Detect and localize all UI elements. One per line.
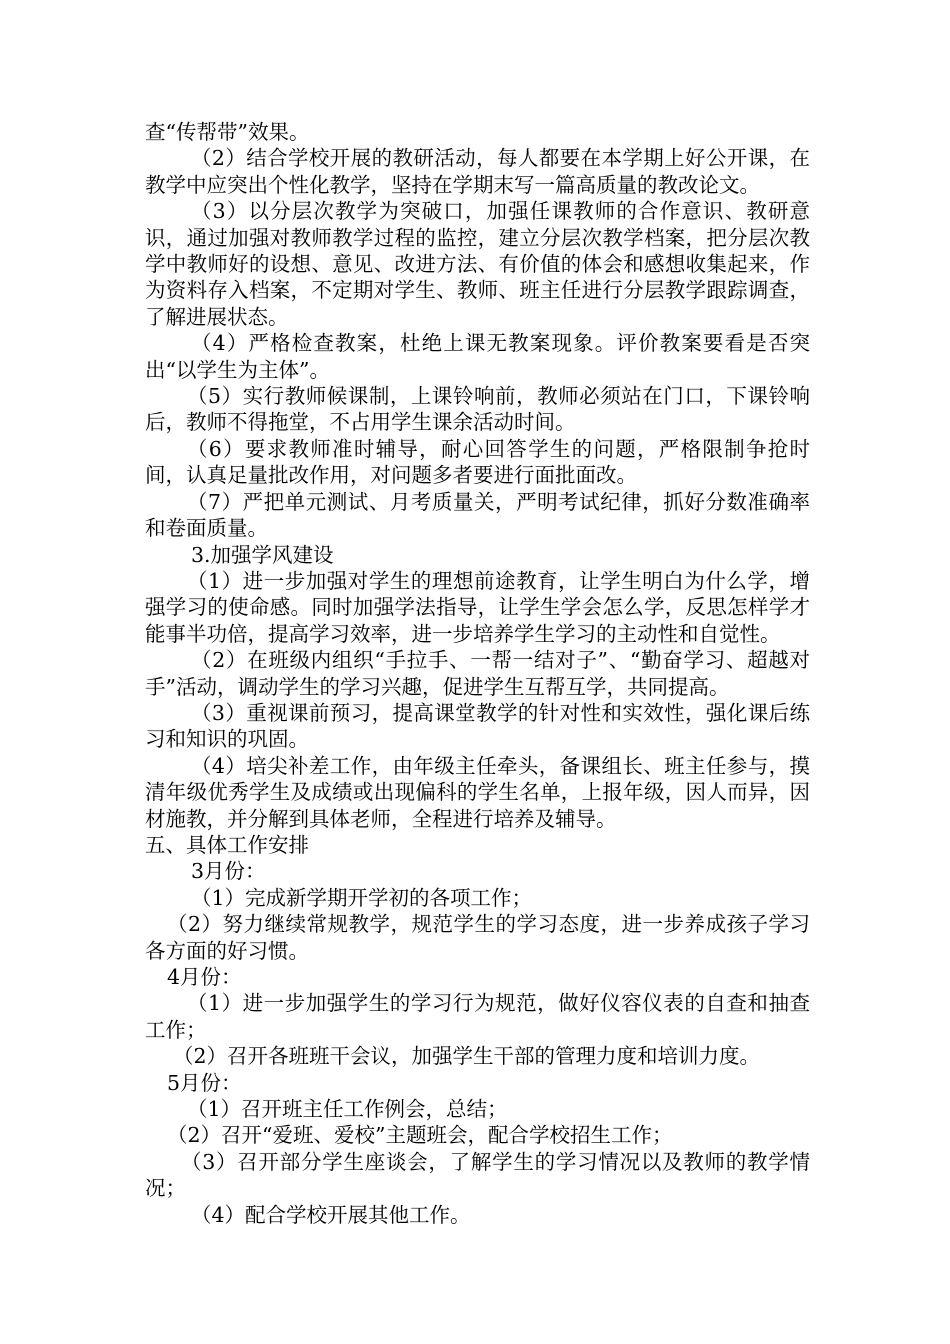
paragraph-waiting-for-class: （5）实行教师候课制，上课铃响前，教师必须站在门口，下课铃响后，教师不得拖堂，不占用学生课余活动时间。 xyxy=(145,384,810,435)
paragraph-layered-teaching: （3）以分层次教学为突破口，加强任课教师的合作意识、教研意识，通过加强对教师教学过程的监控，建立分层次教学档案，把分层次教学中教师好的设想、意见、改进方法、有价值的体会和感想收集起来，作为资料存入档案，不定期对学生、教师、班主任进行分层教学跟踪调查，了解进展状态。 xyxy=(145,199,810,329)
month-heading-may: 5月份： xyxy=(167,1070,242,1095)
paragraph-open-class: （2）结合学校开展的教研活动，每人都要在本学期上好公开课，在教学中应突出个性化教学，坚持在学期末写一篇高质量的教改论文。 xyxy=(145,146,810,197)
march-item-2: （2）努力继续常规教学，规范学生的学习态度，进一步养成孩子学习各方面的好习惯。 xyxy=(145,912,810,963)
may-item-4: （4）配合学校开展其他工作。 xyxy=(191,1202,471,1227)
march-item-1: （1）完成新学期开学初的各项工作； xyxy=(191,885,533,910)
paragraph-top-and-weak-students: （4）培尖补差工作，由年级主任牵头，备课组长、班主任参与，摸清年级优秀学生及成绩或出现偏科的学生名单，上报年级，因人而异，因材施教，并分解到具体老师，全程进行培养及辅导。 xyxy=(145,753,810,831)
may-item-2: （2）召开“爱班、爱校”主题班会，配合学校招生工作； xyxy=(167,1123,673,1148)
may-item-1: （1）召开班主任工作例会，总结； xyxy=(187,1097,508,1122)
section-heading-work-schedule: 五、具体工作安排 xyxy=(145,832,309,857)
month-heading-march: 3月份： xyxy=(191,859,266,884)
paragraph-lesson-plan-check: （4）严格检查教案，杜绝上课无教案现象。评价教案要看是否突出“以学生为主体”。 xyxy=(145,331,810,382)
april-item-2: （2）召开各班班干会议，加强学生干部的管理力度和培训力度。 xyxy=(173,1044,761,1069)
paragraph-tutoring: （6）要求教师准时辅导，耐心回答学生的问题，严格限制争抢时间，认真足量批改作用，对问题多者要进行面批面改。 xyxy=(145,436,810,488)
may-item-3: （3）召开部分学生座谈会，了解学生的学习情况以及教师的教学情况； xyxy=(145,1149,810,1201)
month-heading-april: 4月份： xyxy=(167,965,242,989)
section-heading-study-style: 3.加强学风建设 xyxy=(191,542,334,567)
paragraph-exam-quality: （7）严把单元测试、月考质量关，严明考试纪律，抓好分数准确率和卷面质量。 xyxy=(145,489,810,541)
april-item-1: （1）进一步加强学生的学习行为规范，做好仪容仪表的自查和抽查工作； xyxy=(145,991,810,1042)
paragraph-chuanbangdai-result: 查“传帮带”效果。 xyxy=(145,120,310,144)
paragraph-ideal-education: （1）进一步加强对学生的理想前途教育，让学生明白为什么学，增强学习的使命感。同时加强学法指导，让学生学会怎么学，反思怎样学才能事半功倍，提高学习效率，进一步培养学生学习的主动性和自觉性。 xyxy=(145,568,810,646)
paragraph-preview: （3）重视课前预习，提高课堂教学的针对性和实效性，强化课后练习和知识的巩固。 xyxy=(145,700,810,752)
paragraph-hand-in-hand: （2）在班级内组织“手拉手、一帮一结对子”、“勤奋学习、超越对手”活动，调动学生的学习兴趣，促进学生互帮互学，共同提高。 xyxy=(145,648,810,699)
document-body xyxy=(145,119,810,1228)
